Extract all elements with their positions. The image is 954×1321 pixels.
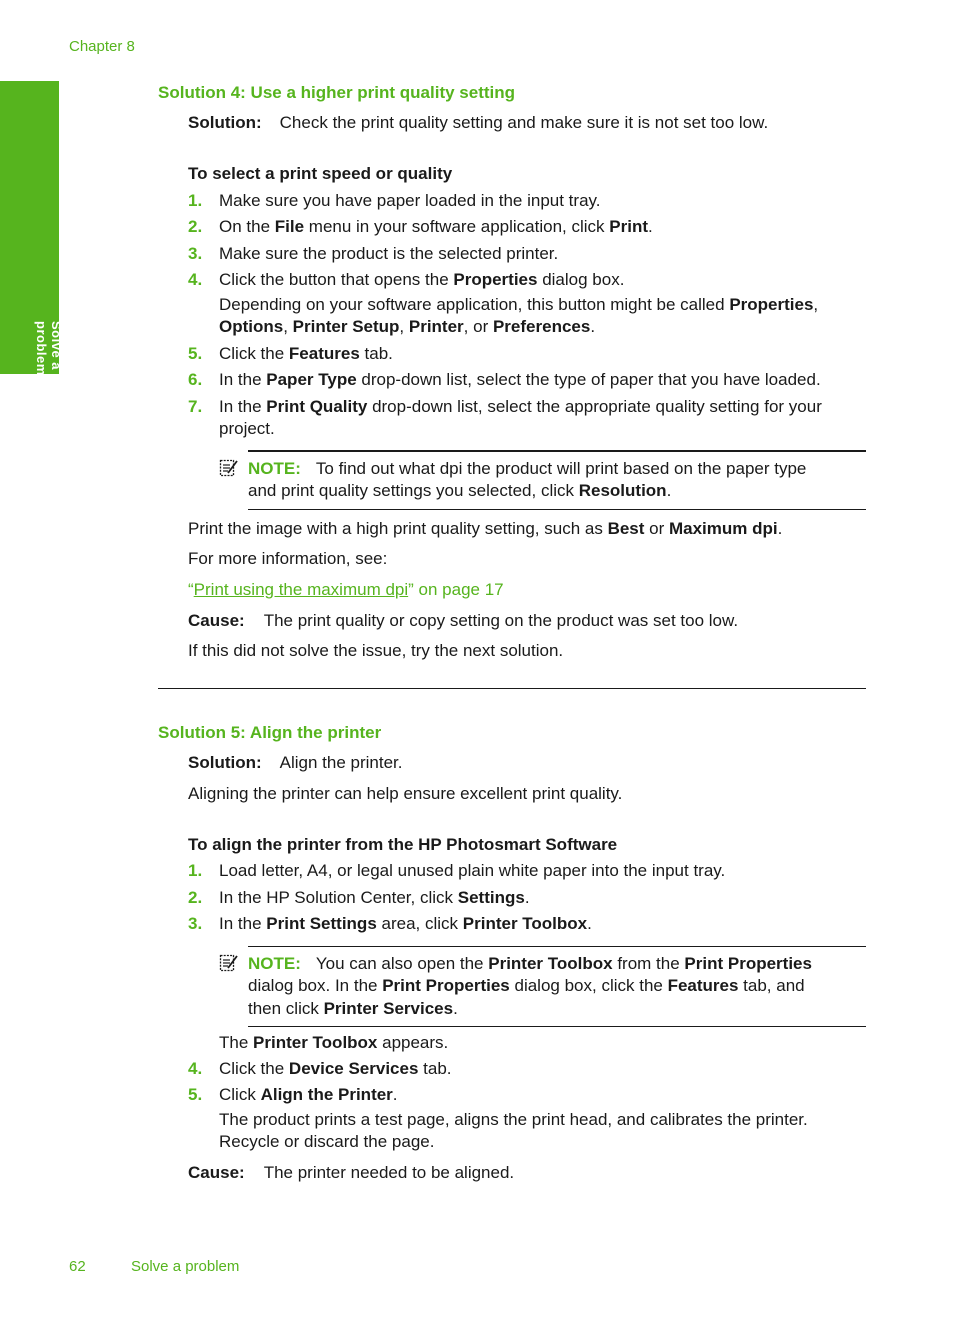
step-subtext: Options, Printer Setup, Printer, or Preferences. [219, 317, 596, 336]
print-image-text: Print the image with a high print quality setting, such as Best or Maximum dpi. [188, 519, 783, 538]
note-text: NOTE: To find out what dpi the product will print based on the paper type [248, 459, 807, 478]
step-number: 2. [188, 888, 203, 907]
max-dpi-link[interactable]: “Print using the maximum dpi” on page 17 [188, 580, 504, 599]
more-info-text: For more information, see: [188, 549, 388, 568]
next-solution-text: If this did not solve the issue, try the next solution. [188, 641, 564, 660]
note-bottom-rule [248, 509, 866, 510]
step-text: Load letter, A4, or legal unused plain white paper into the input tray. [219, 861, 726, 880]
step-text: Click the Features tab. [219, 344, 393, 363]
step-text: Click Align the Printer. [219, 1085, 398, 1104]
step-number: 7. [188, 397, 203, 416]
side-tab-label: Solve a problem [34, 321, 64, 376]
toolbox-appears-text: The Printer Toolbox appears. [219, 1033, 449, 1052]
page-number: 62 [69, 1258, 86, 1275]
cause-label: Cause: [188, 1163, 245, 1182]
step-number: 5. [188, 344, 203, 363]
step-number: 1. [188, 191, 203, 210]
note-text: NOTE: You can also open the Printer Toolbox from the Print Properties [248, 954, 812, 973]
note-top-rule [248, 946, 866, 947]
step-number: 1. [188, 861, 203, 880]
step-text: In the Print Quality drop-down list, select the appropriate quality setting for your [219, 397, 822, 416]
step-subtext: The product prints a test page, aligns the print head, and calibrates the printer. [219, 1110, 808, 1129]
solution-4-statement [188, 112, 768, 134]
solution-5-statement: Solution: Align the printer. [188, 753, 403, 772]
step-text: In the Paper Type drop-down list, select the type of paper that you have loaded. [219, 370, 821, 389]
step-text: Click the Device Services tab. [219, 1059, 452, 1078]
cause-statement: Cause: The printer needed to be aligned. [188, 1163, 515, 1182]
cause-label: Cause: [188, 611, 245, 630]
step-number: 3. [188, 244, 203, 263]
section-side-tab [0, 81, 64, 376]
step-number: 4. [188, 1059, 203, 1078]
step-subtext: Depending on your software application, this button might be called Properties, [219, 295, 819, 314]
step-number: 4. [188, 270, 203, 289]
step-text: Make sure the product is the selected printer. [219, 244, 559, 263]
section-divider [158, 688, 866, 689]
step-number: 6. [188, 370, 203, 389]
solution-label: Solution: [188, 113, 262, 132]
procedure-title: To select a print speed or quality [188, 164, 453, 183]
cause-statement: Cause: The print quality or copy setting on the product was set too low. [188, 611, 739, 630]
note-text-cont: then click Printer Services. [248, 999, 458, 1018]
note-text-cont: and print quality settings you selected, click Resolution. [248, 481, 672, 500]
solution-text: Check the print quality setting and make sure it is not set too low. [279, 113, 769, 132]
procedure-title: To align the printer from the HP Photosmart Software [188, 835, 618, 854]
solution-5-title: Solution 5: Align the printer [158, 723, 382, 742]
solution-4-title: Solution 4: Use a higher print quality setting [158, 83, 516, 102]
note-top-rule [248, 450, 866, 452]
step-text: Click the button that opens the Properties dialog box. [219, 270, 625, 289]
step-number: 2. [188, 217, 203, 236]
chapter-header: Chapter 8 [69, 38, 135, 55]
step-text: On the File menu in your software application, click Print. [219, 217, 653, 236]
step-text: Make sure you have paper loaded in the input tray. [219, 191, 601, 210]
solution-label: Solution: [188, 753, 262, 772]
step-subtext: Recycle or discard the page. [219, 1132, 435, 1151]
step-text: In the HP Solution Center, click Settings. [219, 888, 530, 907]
note-text-cont: dialog box. In the Print Properties dialog box, click the Features tab, and [248, 976, 805, 995]
note-icon [219, 953, 239, 973]
align-intro: Aligning the printer can help ensure excellent print quality. [188, 784, 623, 803]
footer-section-name: Solve a problem [131, 1258, 240, 1275]
step-text-cont: project. [219, 419, 275, 438]
step-number: 3. [188, 914, 203, 933]
step-text: In the Print Settings area, click Printer Toolbox. [219, 914, 592, 933]
note-icon [219, 458, 239, 478]
note-bottom-rule [248, 1026, 866, 1027]
step-number: 5. [188, 1085, 203, 1104]
note-label: NOTE: [248, 459, 301, 478]
note-label: NOTE: [248, 954, 301, 973]
